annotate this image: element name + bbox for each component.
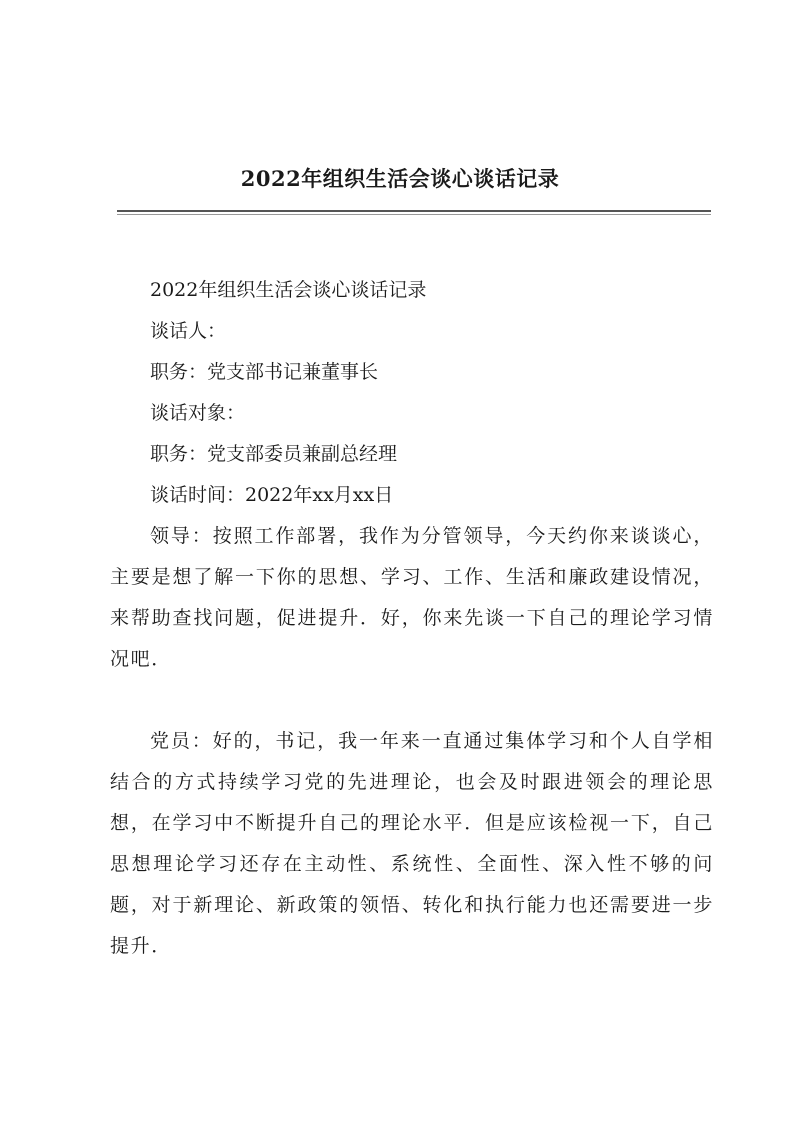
member-paragraph: 党员：好的，书记，我一年来一直通过集体学习和个人自学相结合的方式持续学习党的先进理论，也会及时跟进领会的理论思想，在学习中不断提升自己的理论水平．但是应该检视一下，自己思想理论学习还存在主动性、系统性、全面性、深入性不够的问题，对于新理论、新政策的领悟、转化和执行能力也还需要进一步提升． bbox=[110, 730, 714, 957]
leader-paragraph: 领导：按照工作部署，我作为分管领导，今天约你来谈谈心，主要是想了解一下你的思想、学习、工作、生活和廉政建设情况，来帮助查找问题，促进提升．好，你来先谈一下自己的理论学习情况吧． bbox=[110, 525, 714, 670]
interviewer-position: 职务：党支部书记兼董事长 bbox=[150, 361, 379, 383]
record-heading: 2022年组织生活会谈心谈话记录 bbox=[150, 279, 427, 301]
interviewee-position: 职务：党支部委员兼副总经理 bbox=[150, 443, 398, 465]
page-title: 2022年组织生活会谈心谈话记录 bbox=[240, 166, 560, 191]
interviewee-label: 谈话对象： bbox=[150, 402, 246, 424]
document-body bbox=[110, 270, 714, 967]
title-divider bbox=[117, 210, 711, 212]
title-divider-thin bbox=[117, 214, 711, 215]
interviewer-label: 谈话人： bbox=[150, 320, 227, 342]
interview-time: 谈话时间：2022年xx月xx日 bbox=[150, 484, 394, 506]
